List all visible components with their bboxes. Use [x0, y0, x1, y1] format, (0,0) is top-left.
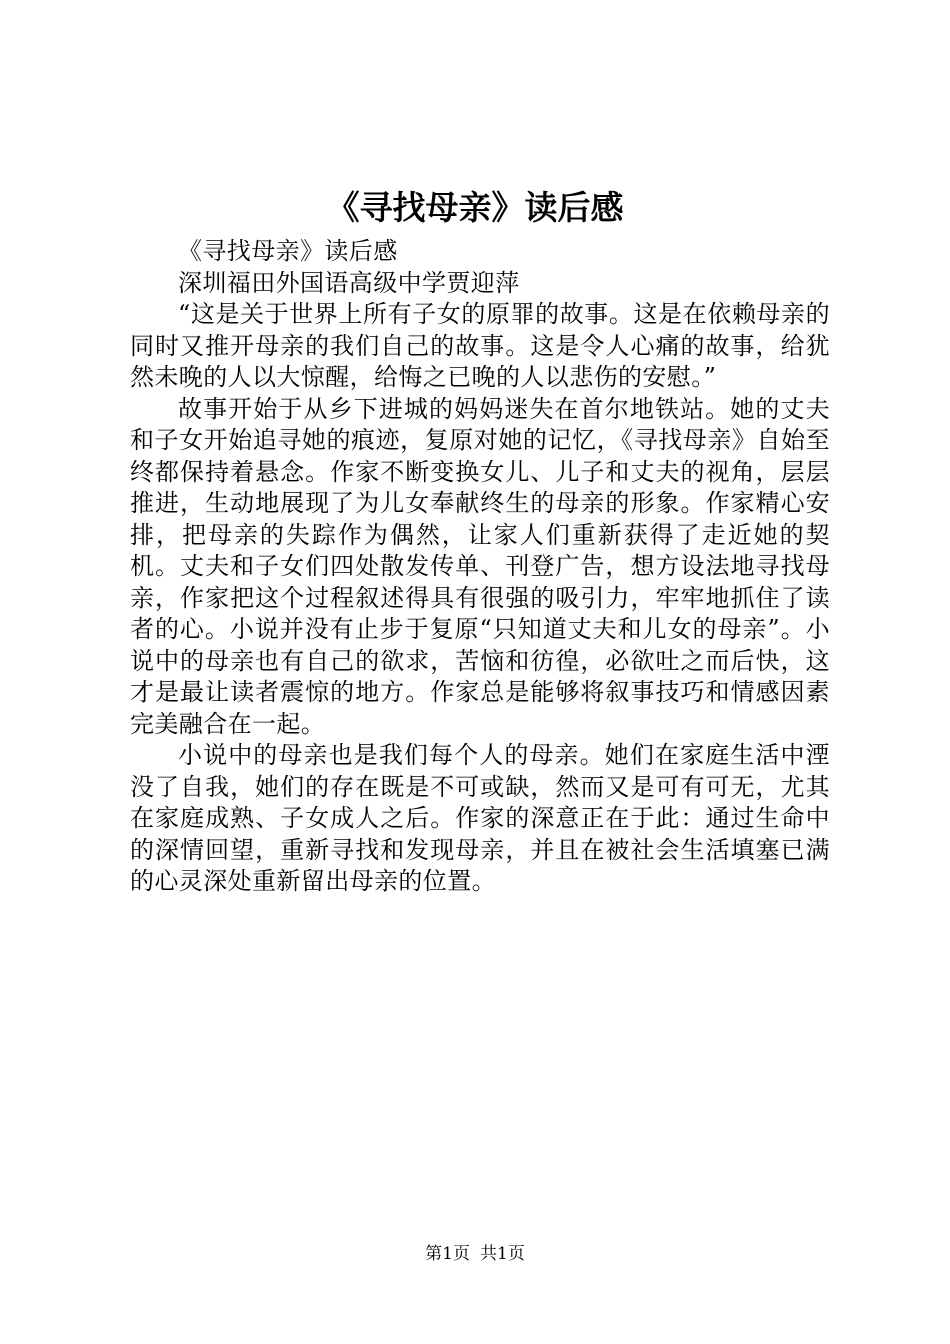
- author-line: 深圳福田外国语高级中学贾迎萍: [178, 268, 520, 297]
- document-body: [130, 236, 830, 898]
- page-number: 第1页: [425, 1244, 470, 1264]
- quote-paragraph: “这是关于世界上所有子女的原罪的故事。这是在依赖母亲的同时又推开母亲的我们自己的故事。这是令人心痛的故事，给犹然未晚的人以大惊醒，给悔之已晚的人以悲伤的安慰。”: [130, 300, 830, 391]
- page-total: 共1页: [480, 1244, 525, 1264]
- page-footer: [0, 1242, 950, 1266]
- document-title: 《寻找母亲》读后感: [326, 188, 624, 227]
- body-paragraph: 故事开始于从乡下进城的妈妈迷失在首尔地铁站。她的丈夫和子女开始追寻她的痕迹，复原对她的记忆，《寻找母亲》自始至终都保持着悬念。作家不断变换女儿、儿子和丈夫的视角，层层推进，生动地展现了为儿女奉献终生的母亲的形象。作家精心安排，把母亲的失踪作为偶然，让家人们重新获得了走近她的契机。丈夫和子女们四处散发传单、刊登广告，想方设法地寻找母亲，作家把这个过程叙述得具有很强的吸引力，牢牢地抓住了读者的心。小说并没有止步于复原“只知道丈夫和儿女的母亲”。小说中的母亲也有自己的欲求，苦恼和彷徨，必欲吐之而后快，这才是最让读者震惊的地方。作家总是能够将叙事技巧和情感因素完美融合在一起。: [130, 394, 830, 738]
- body-paragraph: 小说中的母亲也是我们每个人的母亲。她们在家庭生活中湮没了自我，她们的存在既是不可或缺，然而又是可有可无，尤其在家庭成熟、子女成人之后。作家的深意正在于此：通过生命中的深情回望，重新寻找和发现母亲，并且在被社会生活填塞已满的心灵深处重新留出母亲的位置。: [130, 741, 830, 895]
- subtitle-paragraph: 《寻找母亲》读后感: [178, 237, 398, 265]
